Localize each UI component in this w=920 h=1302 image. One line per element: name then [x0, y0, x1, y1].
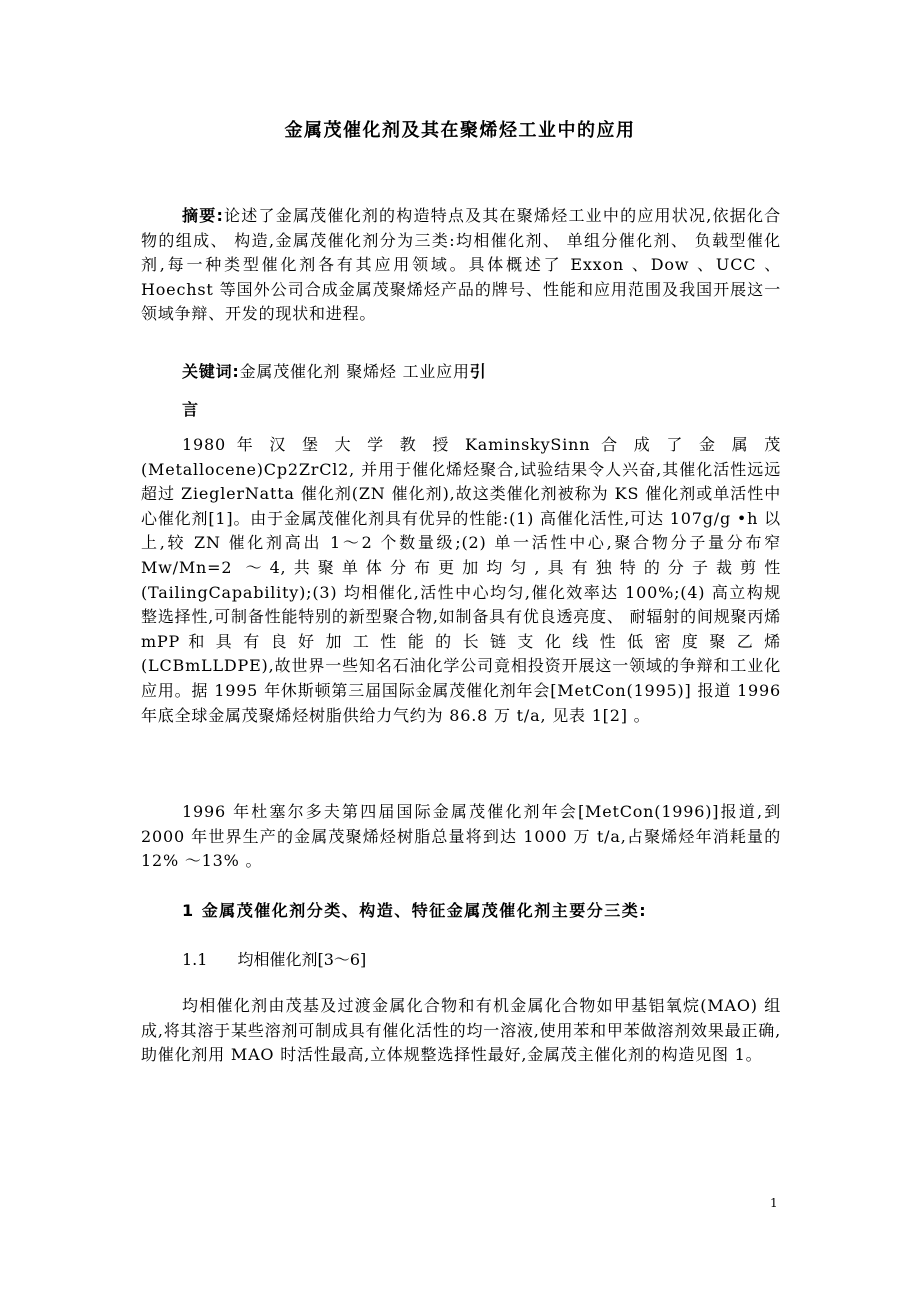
- section-1-1-title: 均相催化剂[3～6]: [237, 950, 367, 969]
- paragraph-2: 1996 年杜塞尔多夫第四届国际金属茂催化剂年会[MetCon(1996)]报道,到 2000 年世界生产的金属茂聚烯烃树脂总量将到达 1000 万 t/a,占聚烯烃年消耗量的 12% ～13% 。: [141, 802, 781, 871]
- abstract-paragraph: [141, 204, 781, 327]
- paragraph-1: 1980 年 汉 堡 大 学 教 授 KaminskySinn 合 成 了 金 属 茂 (Metallocene)Cp2ZrCl2, 并用于催化烯烃聚合,试验结果令人兴奋,其催化活性远远超过 ZieglerNatta 催化剂(ZN 催化剂),故这类催化剂被称为 KS 催化剂或单活性中心催化剂[1]。由于金属茂催化剂具有优异的性能:(1) 高催化活性,可达 107g/g •h 以上,较 ZN 催化剂高出 1～2 个数量级;(2) 单一活性中心,聚合物分子量分布窄 Mw/Mn=2 ～4,共聚单体分布更加均匀,具有独特的分子裁剪性 (TailingCapability);(3) 均相催化,活性中心均匀,催化效率达 100%;(4) 高立构规整选择性,可制备性能特别的新型聚合物,如制备具有优良透亮度、 耐辐射的间规聚丙烯 mPP 和 具 有 良 好 加 工 性 能 的 长 链 支 化 线 性 低 密 度 聚 乙 烯 (LCBmLLDPE),故世界一些知名石油化学公司竟相投资开展这一领域的争辩和工业化应用。据 1995 年休斯顿第三届国际金属茂催化剂年会[MetCon(1995)] 报道 1996 年底全球金属茂聚烯烃树脂供给力气约为 86.8 万 t/a, 见表 1[2] 。: [141, 435, 781, 725]
- intro-heading: 言: [182, 400, 199, 419]
- keywords-label: 关键词:: [182, 362, 240, 381]
- paragraph-3: 均相催化剂由茂基及过渡金属化合物和有机金属化合物如甲基铝氧烷(MAO) 组成,将其溶于某些溶剂可制成具有催化活性的均一溶液,使用苯和甲苯做溶剂效果最正确,助催化剂用 MAO 时活性最高,立体规整选择性最好,金属茂主催化剂的构造见图 1。: [141, 996, 781, 1065]
- abstract-text: 论述了金属茂催化剂的构造特点及其在聚烯烃工业中的应用状况,依据化合物的组成、 构造,金属茂催化剂分为三类:均相催化剂、 单组分催化剂、 负载型催化剂,每一种类型催化剂各有其应用领域。具体概述了 Exxon 、Dow 、UCC 、Hoechst 等国外公司合成金属茂聚烯烃产品的牌号、性能和应用范围及我国开展这一领域争辩、开发的现状和进程。: [141, 206, 781, 324]
- section-1-1-heading: [182, 947, 366, 970]
- document-title: 金属茂催化剂及其在聚烯烃工业中的应用: [284, 120, 636, 141]
- keywords-text: 金属茂催化剂 聚烯烃 工业应用: [239, 362, 470, 381]
- section-1-1-number: 1.1: [182, 950, 208, 969]
- keywords-paragraph: [141, 360, 781, 385]
- abstract-label: 摘要:: [182, 206, 224, 225]
- intro-heading-part1: 引: [469, 362, 487, 381]
- page-number: 1: [770, 1196, 778, 1210]
- section-1-heading: 1 金属茂催化剂分类、构造、特征金属茂催化剂主要分三类:: [182, 901, 648, 920]
